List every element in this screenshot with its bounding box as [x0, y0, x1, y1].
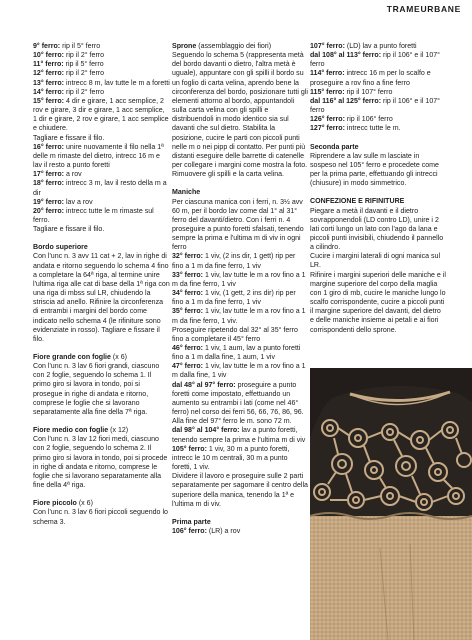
crochet-sweater-photo — [310, 368, 472, 640]
col2-row-key: 33° ferro: — [172, 271, 204, 279]
medio-count: (x 12) — [108, 427, 129, 435]
prima-row — [172, 527, 308, 536]
prima-row-key: 106° ferro: — [172, 527, 207, 535]
maniche-title: Maniche — [172, 189, 201, 197]
col1-row-text: Tagliare e fissare il filo. — [33, 134, 105, 142]
sprone-title: Sprone — [172, 43, 197, 50]
col3-row — [310, 42, 446, 51]
col3-row-key: 107° ferro: — [310, 43, 345, 50]
bordo-title: Bordo superiore — [33, 244, 88, 252]
col2-row — [172, 326, 308, 344]
col1-row — [33, 225, 170, 234]
col2-row — [172, 426, 308, 444]
col1-row — [33, 97, 170, 134]
col1-row-key: 12° ferro: — [33, 70, 65, 78]
col1-rows — [33, 42, 170, 234]
col1-row-key: 20° ferro: — [33, 207, 65, 215]
sprone-text: Seguendo lo schema 5 (rappresenta metà del bordo davanti o dietro, l'altra metà è uguale), appuntare con gli spilli il bordo su un foglio di carta velina, aprendo bene la circonferenza del bordo, posizionare tutti gli elementi attorno al bordo, appuntandoli sulla carta velina con gli spilli e distribuendoli in modo identico sia sul davanti che sul dietro. Stabilita la posizione, cucire le parti con piccoli punti nelle m o nei pipp di contatto. Per punti più distanti eseguire delle barrette di catenelle per collegare i margini come mostra la foto. Rimuovere gli spilli e la carta velina. — [172, 52, 308, 179]
col2-row-key: dal 48° al 97° ferro: — [172, 381, 236, 389]
col1-row-text: intrecc 8 m, lav tutte le m a foretti — [64, 79, 170, 87]
col1-row-text: rip il 2° ferro — [64, 88, 105, 96]
col1-row — [33, 42, 170, 51]
col1-row-text: rip il 5° ferro — [63, 61, 104, 69]
piccolo-text: Con l'unc n. 3 lav 6 fiori piccoli seguendo lo schema 3. — [33, 509, 168, 526]
col2-rows — [172, 252, 308, 508]
col1-row-text: rip il 2° ferro — [64, 52, 105, 60]
col1-row-text: rip il 2° ferro — [64, 70, 105, 78]
col2-row — [172, 472, 308, 509]
col3-row-key: 115° ferro: — [310, 88, 345, 96]
col2-row — [172, 307, 308, 325]
col3-row — [310, 88, 446, 97]
col3-row — [310, 115, 446, 124]
col2-row — [172, 445, 308, 472]
col3-row-text: intrecc tutte le m. — [344, 125, 401, 133]
col3-row — [310, 124, 446, 133]
col3-row-key: dal 108° al 113° ferro: — [310, 52, 382, 60]
piccolo-count: (x 6) — [76, 500, 93, 508]
col3-rows — [310, 42, 446, 134]
bordo-text: Con l'unc n. 3 avv 11 cat + 2, lav in righe di andata e ritorno seguendo lo schema 4 fino a completare la 64ª riga, al termine unire l'ultima riga alle cat di base della 1ª riga con una riga di mbss sul LR, chiudendo la striscia ad anello. Rifinire la circonferenza di entrambi i margini del bordo come indicato nello schema 4 (le rifiniture sono evidenziate in rosso). Tagliare e fissare il filo. — [33, 253, 170, 343]
col2-row-key: 46° ferro: — [172, 345, 204, 352]
col1-row-text: rip il 5° ferro — [60, 43, 101, 50]
prima-rows — [172, 527, 308, 536]
col1-row — [33, 79, 170, 88]
grande-title: Fiore grande con foglie — [33, 354, 111, 361]
col1-row-text: lav a rov — [64, 198, 93, 206]
col1-row — [33, 51, 170, 60]
col2-row — [172, 381, 308, 427]
col1-row-key: 16° ferro: — [33, 143, 65, 151]
column-2 — [172, 42, 308, 536]
col1-row-key: 9° ferro: — [33, 43, 61, 50]
col3-row — [310, 97, 446, 115]
col2-row-text: 1 viv, (1 gett, 2 ins dir) rip per fino a 1 m da fine ferro, 1 viv — [172, 290, 296, 307]
prima-row-text: (LR) a rov — [206, 527, 241, 535]
col3-row-text: intrecc 16 m per lo scalfo e proseguire a rov fino a fine ferro — [310, 70, 431, 87]
col3-row-key: dal 116° al 125° ferro: — [310, 97, 382, 105]
col1-row-text: 4 dir e girare, 1 acc semplice, 2 rov e girare, 3 dir e girare, 1 acc semplice, 1 dir e girare, 2 rov e girare, 1 acc semplice e chiudere. — [33, 97, 169, 133]
col3-row — [310, 69, 446, 87]
col2-row-text: 1 viv, lav tutte le m a rov fino a 1 m dalla fine, 1 viv — [172, 363, 306, 380]
grande-count: (x 6) — [110, 354, 127, 361]
col2-row-key: dal 98° al 104° ferro: — [172, 427, 240, 435]
col1-row-key: 11° ferro: — [33, 61, 64, 69]
col1-row — [33, 134, 170, 143]
col1-row — [33, 170, 170, 179]
col1-row-text: intrecc 3 m, lav il resto della m a dir — [33, 180, 167, 197]
col3-row-text: rip il 107° ferro — [344, 88, 393, 96]
col2-row — [172, 362, 308, 380]
maniche-text: Per ciascuna manica con i ferri, n. 3½ avv 60 m, per il bordo lav come dal 1° al 31° ferro del davanti/dietro. Con i ferri n. 4 proseguire a punto foretti sfalsati, tenendo sempre la prima e l'ultima m di viv in ogni ferro — [172, 198, 304, 252]
column-3 — [310, 42, 446, 335]
col2-row-key: 47° ferro: — [172, 363, 204, 371]
col2-row-text: Proseguire ripetendo dal 32° al 35° ferro fino a completare il 45° ferro — [172, 326, 298, 343]
col1-row — [33, 198, 170, 207]
col2-row-key: 34° ferro: — [172, 290, 204, 298]
col3-row-key: 114° ferro: — [310, 70, 345, 78]
col1-row — [33, 207, 170, 225]
col3-row-text: (LD) lav a punto foretti — [344, 43, 417, 50]
prima-title: Prima parte — [172, 518, 211, 526]
seconda-title: Seconda parte — [310, 143, 359, 151]
col2-row — [172, 252, 308, 270]
confezione-text-3: Rifinire i margini superiori delle maniche e il margine superiore del corpo della maglia con 1 giro di mb, cucire le maniche lungo lo scalfo corrispondente, cucire a piccoli punti il margine superiore del davanti, del dietro e delle maniche insieme ai petali e ai fiori corrispondenti dello sprone. — [310, 271, 446, 334]
medio-title: Fiore medio con foglie — [33, 427, 109, 435]
col2-row-text: lav a punto foretti, tenendo sempre la prima e l'ultima m di viv — [172, 427, 306, 444]
col1-row-key: 19° ferro: — [33, 198, 65, 206]
col1-row — [33, 88, 170, 97]
confezione-title: CONFEZIONE E RIFINITURE — [310, 198, 405, 206]
col1-row-text: unire nuovamente il filo nella 1ª delle m rimaste del dietro, intrecc 16 m e lav il resto a punto foretti — [33, 143, 164, 170]
col1-row-key: 17° ferro: — [33, 171, 65, 179]
col2-row-text: 1 viv, 1 aum, lav a punto foretti fino a 1 m dalla fine, 1 aum, 1 viv — [172, 345, 301, 362]
brand-part2: URBANE — [420, 4, 461, 14]
seconda-text: Riprendere a lav sulle m lasciate in sospeso nel 105° ferro e procedete come per la prima parte, effettuando gli intrecci (chiusure) in modo simmetrico. — [310, 152, 439, 188]
col1-row — [33, 179, 170, 197]
magazine-brand — [387, 4, 461, 14]
piccolo-title: Fiore piccolo — [33, 500, 77, 508]
col3-row — [310, 51, 446, 69]
col2-row — [172, 271, 308, 289]
col2-row — [172, 344, 308, 362]
col2-row-text: Dividere il lavoro e proseguire sulle 2 parti separatamente per sagomare il centro della superiore della manica, tenendo la 1ª e l'ultima m di viv. — [172, 473, 308, 508]
col1-row-key: 15° ferro: — [33, 97, 65, 105]
col2-row-key: 32° ferro: — [172, 253, 204, 261]
col2-row-key: 105° ferro: — [172, 445, 207, 453]
col2-row-text: 1 viv, (2 ins dir, 1 gett) rip per fino a 1 m da fine ferro, 1 viv — [172, 253, 296, 270]
confezione-text-1: Piegare a metà il davanti e il dietro sovrapponendoli (LD contro LD), unire i 2 lati corti lungo un lato con l'ago da lana e piccoli punti invisibili, chiudendo il pannello a cilindro. — [310, 207, 444, 252]
col2-row-text: 1 viv, lav tutte le m a rov fino a 1 m da fine ferro, 1 viv. — [172, 308, 306, 325]
medio-text: Con l'unc n. 3 lav 12 fiori medi, ciascuno con 2 foglie, seguendo lo schema 2. Il primo giro si lavora in tondo, poi si procede in righe di andata e ritorno, comprese le foglie che si lavorano separatamente alla fine della 4ª riga. — [33, 436, 168, 490]
col1-row — [33, 143, 170, 170]
col1-row — [33, 60, 170, 69]
column-1 — [33, 42, 170, 527]
col2-row-text: 1 viv, lav tutte le m a rov fino a 1 m da fine ferro, 1 viv — [172, 271, 306, 288]
col3-row-key: 127° ferro: — [310, 125, 345, 133]
sprone-sub: (assemblaggio dei fiori) — [196, 43, 272, 50]
col1-row-key: 14° ferro: — [33, 88, 65, 96]
confezione-text-2: Cucire i margini laterali di ogni manica sul LR. — [310, 253, 441, 270]
col1-row-key: 10° ferro: — [33, 52, 65, 60]
col1-row-key: 18° ferro: — [33, 180, 65, 188]
col3-row-text: rip il 106° ferro — [344, 116, 393, 124]
col2-row-key: 35° ferro: — [172, 308, 204, 316]
col1-row-text: Tagliare e fissare il filo. — [33, 226, 105, 234]
col2-row-text: 1 viv, 30 m a punto foretti, intrecc le 10 m centrali, 30 m a punto foretti, 1 viv. — [172, 445, 290, 472]
col2-row — [172, 289, 308, 307]
grande-text: Con l'unc n. 3 lav 6 fiori grandi, ciascuno con 2 foglie, seguendo lo schema 1. Il primo giro si lavora in tondo, poi si prosegue in righe di andata e ritorno, comprese le foglie che si lavorano separatamente alla fine della 7ª riga. — [33, 363, 160, 416]
col1-row-key: 13° ferro: — [33, 79, 65, 87]
col1-row — [33, 69, 170, 78]
brand-part1: TRAME — [386, 4, 421, 14]
col1-row-text: intrecc tutte le m rimaste sul ferro. — [33, 207, 154, 224]
col2-row-text: proseguire a punto foretti come impostato, effettuando un aumento su entrambi i lati (come nel 46° ferro) nel corso dei ferri 56, 66, 76, 86, 96. Alla fine del 97° ferro le m. sono 72 m. — [172, 381, 304, 426]
col1-row-text: a rov — [64, 171, 82, 179]
col3-row-key: 126° ferro: — [310, 116, 345, 124]
col3-row-text: rip il 106° e il 107° ferro — [310, 52, 440, 69]
col3-row-text: rip il 106° e il 107° ferro — [310, 97, 440, 115]
